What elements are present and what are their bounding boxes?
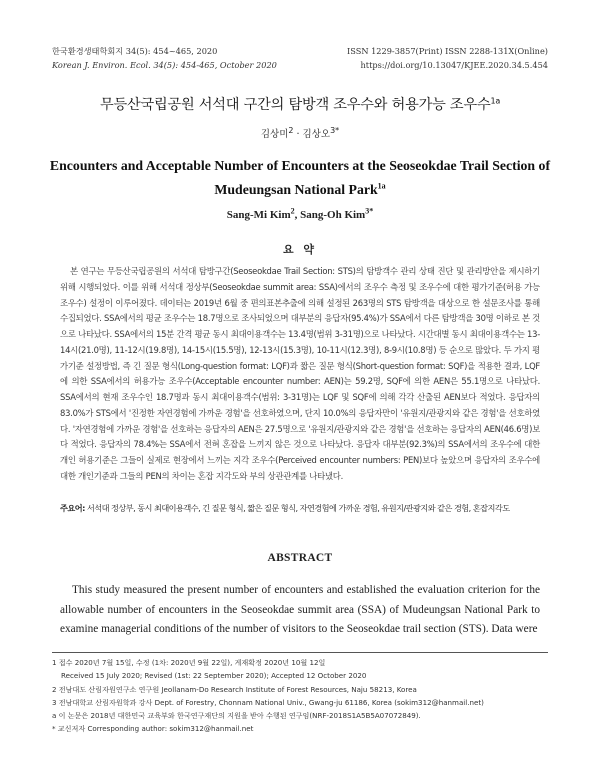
journal-citation-ko: 한국환경생태학회지 34(5): 454~465, 2020 [52,46,218,56]
title-en-line1: Encounters and Acceptable Number of Encounters at the Seoseokdae Trail Section of [49,158,551,173]
keywords-label: 주요어: [60,503,85,513]
authors-ko: 김상미$^2$ · 김상오$^{3*}$ [260,125,340,140]
title-en [40,154,560,202]
journal-header-right [347,44,548,72]
abstract-en-body: This study measured the present number of encounters and established the evaluation criterion for the allowable number of encounters in the Seoseokdae summit area (SSA) of Mudeungsan National Park to examine managerial conditions of the number of visitors to the Seoseokdae trail section (STS). Data were [60,584,540,635]
doi-link[interactable]: https://doi.org/10.13047/KJEE.2020.34.5.454 [360,60,548,70]
footnote-1-ko: 1 접수 2020년 7월 15일, 수정 (1차: 2020년 9월 22일), 게재확정 2020년 10월 12일 [52,658,326,667]
title-ko-superscript: 1a [490,96,501,106]
title-ko: 무등산국립공원 서석대 구간의 탐방객 조우수와 허용가능 조우수$^{1a}$ [99,96,501,113]
footnote-divider [52,652,548,653]
title-en-line2: Mudeungsan National Park$^{1a}$ [214,181,386,197]
footnote-1-en: Received 15 July 2020; Revised (1st: 22 September 2020); Accepted 12 October 2020 [61,671,367,681]
footnote-2: 2 전남대도 산림자원연구소 연구원 Jeollanam-Do Research Institute of Forest Resources, Naju 58213, Korea [52,684,417,694]
abstract-ko-heading: 요 약 [282,243,318,256]
keywords-ko [60,503,550,514]
footnote-3: 3 전남대학교 산림자원학과 강사 Dept. of Forestry, Chonnam National Univ., Gwang-ju 61186, Korea (sokim312@hanmail.net) [52,697,484,707]
footnotes [52,656,552,736]
journal-citation-en: Korean J. Environ. Ecol. 34(5): 454-465, October 2020 [52,60,277,70]
journal-header-left [52,44,277,72]
footnote-a: a 이 논문은 2018년 대한민국 교육부와 한국연구재단의 지원을 받아 수행된 연구임(NRF-2018S1A5B5A07072849). [52,711,421,721]
footnote-corresponding: * 교신저자 Corresponding author: sokim312@hanmail.net [52,724,254,734]
abstract-ko-body: 본 연구는 무등산국립공원의 서석대 탐방구간(Seoseokdae Trail Section: STS)의 탐방객수 관리 상태 진단 및 관리방안을 제시하기 위해 시행되었다. 이를 위해 서석대 정상부(Seoseokdae summit area: SSA)에서의 조우수 측정 및 조우수에 대한 평가기준(허용 가능 조우수) 설정이 이루어졌다. 데이터는 2019년 6월 중 편의표본추출에 의해 설정된 263명의 STS 탐방객을 대상으로 한 설문조사를 통해 수집되었다. SSA에서의 평균 조우수는 18.7명으로 조사되었으며 대부분의 응답자(95.4%)가 SSA에서 다른 탐방객을 30명 이하로 본 것으로 나타났다. SSA에서의 15분 간격 평균 동시 최대이용객수는 13.4명(범위 3-31명)으로 나타났다. 시간대별 동시 최대이용객수는 13-14시(21.0명), 11-12시(19.8명), 14-15시(15.5명), 12-13시(15.3명), 10-11시(12.3명), 8-9시(10.8명) 등 순으로 많았다. 두 가지 평가기준 설정방법, 즉 긴 질문 형식(Long-question format: LQF)과 짧은 질문 형식(Short-question format: SQF)을 적용한 결과, LQF에 의한 SSA에서의 허용가능 조우수(Acceptable encounter number: AEN)는 59.2명, SQF에 의한 AEN은 55.1명으로 나타났다. SSA에서의 현재 조우수인 18.7명과 동시 최대이용객수(범위: 3-31명)는 LQF 및 SQF에 의해 각각 산출된 AEN보다 적었다. 응답자의 83.0%가 STS에서 '진정한 자연경험에 가까운 경험'을 선호하였으며, 단지 10.0%의 응답자만이 '유원지/관광지와 같은 경험'을 선호하였다. '자연경험에 가까운 경험'을 선호하는 응답자의 AEN은 27.5명으로 '유원지/관광지와 같은 경험'을 선호하는 응답자의 AEN(46.6명)보다 적었다. 응답자의 78.4%는 SSA에서 전혀 혼잡을 느끼지 않은 것으로 나타났다. 응답자 대부분(92.3%)의 SSA에서의 조우수에 대한 개인 허용기준은 그들이 실제로 현장에서 느끼는 지각 조우수(Perceived encounter numbers: PEN)보다 높았으며 응답자의 조우수에 대한 개인기준과 그들의 PEN의 차이는 혼잡 지각도와 부의 상관관계를 나타냈다. [60,266,540,481]
keywords-list: 서석대 정상부, 동시 최대이용객수, 긴 질문 형식, 짧은 질문 형식, 자연경험에 가까운 경험, 유원지/관광지와 같은 경험, 혼잡지각도 [86,503,510,513]
abstract-en-heading: ABSTRACT [267,552,333,564]
issn: ISSN 1229-3857(Print) ISSN 2288-131X(Online) [347,46,548,56]
authors-en: Sang-Mi Kim$^2$, Sang-Oh Kim$^{3*}$ [226,206,374,221]
